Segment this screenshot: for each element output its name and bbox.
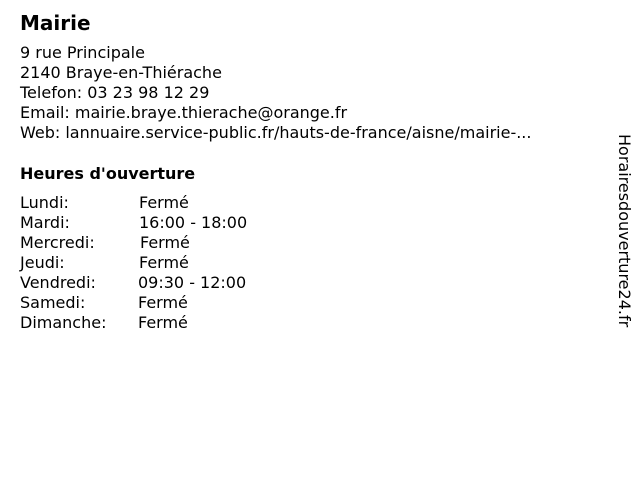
hours-row-monday [20,193,320,213]
time-value: Fermé [139,253,189,272]
hours-row-saturday [20,293,320,313]
time-value: Fermé [139,193,189,212]
time-value: 09:30 - 12:00 [138,273,247,292]
time-value: Fermé [140,233,190,252]
day-label: Mardi: [20,213,70,232]
day-label: Dimanche: [20,313,107,332]
phone-number: Telefon: 03 23 98 12 29 [20,83,210,102]
page-title: Mairie [20,11,91,35]
city-address: 2140 Braye-en-Thiérache [20,63,222,82]
hours-row-sunday [20,313,320,333]
day-label: Samedi: [20,293,86,312]
time-value: Fermé [138,293,188,312]
time-value: 16:00 - 18:00 [139,213,248,232]
site-brand-label: Horairesdouverture24.fr [615,134,634,328]
opening-hours-heading: Heures d'ouverture [20,164,196,183]
hours-row-friday [20,273,320,293]
day-label: Vendredi: [20,273,96,292]
time-value: Fermé [138,313,188,332]
day-label: Mercredi: [20,233,95,252]
opening-hours-table [20,193,320,333]
email-address: Email: mairie.braye.thierache@orange.fr [20,103,348,122]
day-label: Jeudi: [20,253,65,272]
hours-row-tuesday [20,213,320,233]
address-block [20,43,531,143]
website-link[interactable]: Web: lannuaire.service-public.fr/hauts-de-france/aisne/mairie-... [20,123,532,142]
street-address: 9 rue Principale [20,43,145,62]
hours-row-thursday [20,253,320,273]
day-label: Lundi: [20,193,69,212]
hours-row-wednesday [20,233,320,253]
